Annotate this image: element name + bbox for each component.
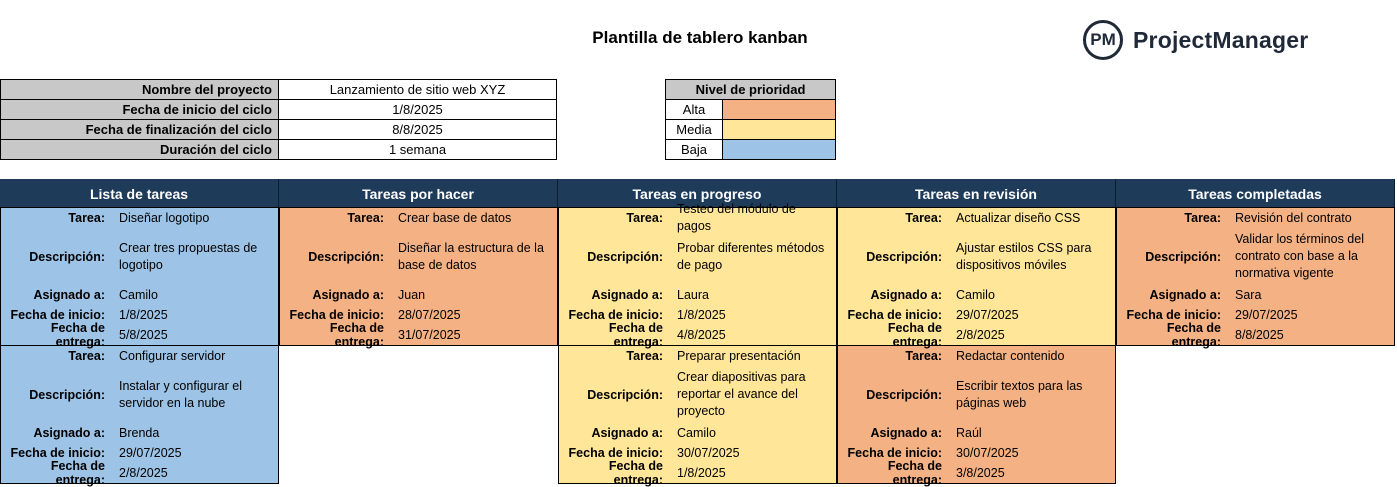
task-assignee-row bbox=[1117, 285, 1394, 305]
task-due-date-row bbox=[559, 459, 836, 487]
task-assignee-row bbox=[559, 285, 836, 305]
task-start-date-label: Fecha de inicio: bbox=[289, 308, 384, 322]
task-start-date-value[interactable]: 1/8/2025 bbox=[677, 307, 726, 322]
task-start-date-label: Fecha de inicio: bbox=[568, 446, 663, 460]
task-card[interactable] bbox=[1116, 207, 1395, 349]
task-name-label: Tarea: bbox=[347, 211, 384, 225]
task-description-label: Descripción: bbox=[587, 387, 663, 402]
logo-name: ProjectManager bbox=[1133, 26, 1309, 53]
task-description-value[interactable]: Diseñar la estructura de la base de datos bbox=[398, 240, 544, 272]
task-name-value[interactable]: Configurar servidor bbox=[119, 348, 226, 363]
task-assignee-value[interactable]: Camilo bbox=[119, 287, 158, 302]
task-name-value[interactable]: Redactar contenido bbox=[956, 348, 1065, 363]
task-assignee-value[interactable]: Camilo bbox=[956, 287, 995, 302]
task-name-row bbox=[559, 202, 836, 233]
task-start-date-label: Fecha de inicio: bbox=[847, 446, 942, 460]
task-assignee-label: Asignado a: bbox=[591, 426, 663, 440]
task-assignee-label: Asignado a: bbox=[591, 288, 663, 302]
priority-legend bbox=[665, 79, 836, 160]
task-description-value[interactable]: Probar diferentes métodos de pago bbox=[677, 240, 825, 272]
task-start-date-value[interactable]: 30/07/2025 bbox=[956, 445, 1019, 460]
task-assignee-value[interactable]: Juan bbox=[398, 287, 426, 302]
task-assignee-value[interactable]: Brenda bbox=[119, 425, 160, 440]
task-due-date-value[interactable]: 8/8/2025 bbox=[1235, 327, 1284, 342]
task-name-value[interactable]: Actualizar diseño CSS bbox=[956, 210, 1081, 225]
task-due-date-label: Fecha de entrega: bbox=[608, 321, 663, 349]
task-description-row bbox=[838, 228, 1115, 285]
task-due-date-value[interactable]: 31/07/2025 bbox=[398, 327, 461, 342]
task-start-date-value[interactable]: 30/07/2025 bbox=[677, 445, 740, 460]
task-start-date-label: Fecha de inicio: bbox=[847, 308, 942, 322]
kanban-column bbox=[279, 208, 558, 484]
task-start-date-label: Fecha de inicio: bbox=[10, 446, 105, 460]
task-description-value[interactable]: Crear tres propuestas de logotipo bbox=[119, 240, 258, 272]
task-card[interactable] bbox=[837, 345, 1116, 487]
task-assignee-label: Asignado a: bbox=[33, 288, 105, 302]
priority-high-swatch bbox=[723, 100, 836, 120]
column-header-in-review: Tareas en revisión bbox=[837, 179, 1116, 208]
task-name-value[interactable]: Testeo del módulo de pagos bbox=[677, 202, 796, 233]
task-name-label: Tarea: bbox=[626, 211, 663, 225]
task-description-label: Descripción: bbox=[866, 387, 942, 402]
task-name-label: Tarea: bbox=[905, 211, 942, 225]
task-due-date-label: Fecha de entrega: bbox=[329, 321, 384, 349]
pm-logo-icon: PM bbox=[1083, 20, 1123, 60]
task-description-row bbox=[559, 228, 836, 285]
task-description-label: Descripción: bbox=[866, 249, 942, 264]
task-due-date-value[interactable]: 2/8/2025 bbox=[956, 327, 1005, 342]
kanban-column bbox=[837, 208, 1116, 487]
task-name-row bbox=[1117, 208, 1394, 228]
cycle-end-label: Fecha de finalización del ciclo bbox=[1, 120, 279, 140]
task-due-date-label: Fecha de entrega: bbox=[887, 459, 942, 487]
column-header-todo: Tareas por hacer bbox=[279, 179, 558, 208]
cycle-duration-label: Duración del ciclo bbox=[1, 140, 279, 160]
kanban-board bbox=[0, 179, 1396, 487]
task-due-date-label: Fecha de entrega: bbox=[50, 459, 105, 487]
task-name-value[interactable]: Diseñar logotipo bbox=[119, 210, 210, 225]
task-assignee-row bbox=[1, 285, 278, 305]
project-name-label: Nombre del proyecto bbox=[1, 80, 279, 100]
task-card[interactable] bbox=[0, 207, 279, 349]
kanban-column bbox=[1116, 208, 1395, 484]
task-name-row bbox=[559, 346, 836, 366]
cycle-start-label: Fecha de inicio del ciclo bbox=[1, 100, 279, 120]
task-description-label: Descripción: bbox=[29, 387, 105, 402]
task-description-label: Descripción: bbox=[587, 249, 663, 264]
task-due-date-row bbox=[559, 321, 836, 349]
task-assignee-label: Asignado a: bbox=[33, 426, 105, 440]
column-header-backlog: Lista de tareas bbox=[0, 179, 279, 208]
task-due-date-row bbox=[1117, 321, 1394, 349]
task-assignee-row bbox=[838, 285, 1115, 305]
task-assignee-row bbox=[280, 285, 557, 305]
task-start-date-label: Fecha de inicio: bbox=[10, 308, 105, 322]
task-description-label: Descripción: bbox=[308, 249, 384, 264]
task-start-date-value[interactable]: 29/07/2025 bbox=[956, 307, 1019, 322]
task-due-date-value[interactable]: 4/8/2025 bbox=[677, 327, 726, 342]
task-description-row bbox=[1, 228, 278, 285]
logo bbox=[1083, 16, 1308, 64]
task-assignee-value[interactable]: Raúl bbox=[956, 425, 982, 440]
task-description-value[interactable]: Instalar y configurar el servidor en la nube bbox=[119, 378, 242, 410]
task-card[interactable] bbox=[558, 202, 837, 349]
task-due-date-value[interactable]: 2/8/2025 bbox=[119, 465, 168, 480]
task-card[interactable] bbox=[0, 345, 279, 487]
task-description-label: Descripción: bbox=[1145, 249, 1221, 264]
task-due-date-row bbox=[838, 321, 1115, 349]
task-assignee-value[interactable]: Camilo bbox=[677, 425, 716, 440]
task-description-row bbox=[1117, 228, 1394, 285]
task-assignee-label: Asignado a: bbox=[1149, 288, 1221, 302]
task-start-date-label: Fecha de inicio: bbox=[568, 308, 663, 322]
task-due-date-label: Fecha de entrega: bbox=[887, 321, 942, 349]
task-description-value[interactable]: Ajustar estilos CSS para dispositivos móviles bbox=[956, 240, 1092, 272]
task-due-date-row bbox=[1, 459, 278, 487]
task-name-label: Tarea: bbox=[68, 349, 105, 363]
priority-low-label: Baja bbox=[666, 140, 723, 160]
task-name-row bbox=[838, 346, 1115, 366]
task-assignee-value[interactable]: Laura bbox=[677, 287, 709, 302]
task-start-date-value[interactable]: 29/07/2025 bbox=[119, 445, 182, 460]
priority-high-label: Alta bbox=[666, 100, 723, 120]
project-info-table bbox=[0, 79, 557, 160]
cycle-end-value[interactable]: 8/8/2025 bbox=[279, 120, 557, 140]
task-description-row bbox=[1, 366, 278, 423]
task-due-date-label: Fecha de entrega: bbox=[1166, 321, 1221, 349]
task-card[interactable] bbox=[558, 345, 837, 487]
cycle-duration-value[interactable]: 1 semana bbox=[279, 140, 557, 160]
task-due-date-value[interactable]: 5/8/2025 bbox=[119, 327, 168, 342]
task-assignee-row bbox=[1, 423, 278, 443]
task-name-value[interactable]: Preparar presentación bbox=[677, 348, 801, 363]
task-assignee-row bbox=[559, 423, 836, 443]
project-name-value[interactable]: Lanzamiento de sitio web XYZ bbox=[279, 80, 557, 100]
task-name-label: Tarea: bbox=[1184, 211, 1221, 225]
task-assignee-label: Asignado a: bbox=[870, 288, 942, 302]
task-due-date-value[interactable]: 3/8/2025 bbox=[956, 465, 1005, 480]
task-description-label: Descripción: bbox=[29, 249, 105, 264]
task-start-date-label: Fecha de inicio: bbox=[1126, 308, 1221, 322]
task-due-date-row bbox=[280, 321, 557, 349]
column-header-in-progress: Tareas en progreso bbox=[558, 179, 837, 208]
task-assignee-label: Asignado a: bbox=[870, 426, 942, 440]
page-title: Plantilla de tablero kanban bbox=[592, 28, 808, 47]
task-assignee-label: Asignado a: bbox=[312, 288, 384, 302]
task-description-value[interactable]: Validar los términos del contrato con base a la normativa vigente bbox=[1235, 232, 1364, 280]
column-header-done: Tareas completadas bbox=[1116, 179, 1395, 208]
task-card[interactable] bbox=[837, 207, 1116, 349]
task-due-date-row bbox=[838, 459, 1115, 487]
task-name-label: Tarea: bbox=[905, 349, 942, 363]
task-description-value[interactable]: Crear diapositivas para reportar el avance del proyecto bbox=[677, 370, 806, 418]
task-card[interactable] bbox=[279, 207, 558, 349]
cycle-start-value[interactable]: 1/8/2025 bbox=[279, 100, 557, 120]
task-name-label: Tarea: bbox=[626, 349, 663, 363]
kanban-column bbox=[0, 208, 279, 487]
task-description-row bbox=[280, 228, 557, 285]
task-start-date-value[interactable]: 28/07/2025 bbox=[398, 307, 461, 322]
task-start-date-value[interactable]: 1/8/2025 bbox=[119, 307, 168, 322]
task-due-date-label: Fecha de entrega: bbox=[608, 459, 663, 487]
task-name-row bbox=[280, 208, 557, 228]
task-name-row bbox=[1, 346, 278, 366]
task-name-row bbox=[1, 208, 278, 228]
task-description-value[interactable]: Escribir textos para las páginas web bbox=[956, 378, 1083, 410]
priority-medium-swatch bbox=[723, 120, 836, 140]
task-name-value[interactable]: Crear base de datos bbox=[398, 210, 512, 225]
task-name-row bbox=[838, 208, 1115, 228]
priority-low-swatch bbox=[723, 140, 836, 160]
priority-legend-header: Nivel de prioridad bbox=[666, 80, 836, 100]
priority-medium-label: Media bbox=[666, 120, 723, 140]
task-due-date-label: Fecha de entrega: bbox=[50, 321, 105, 349]
task-due-date-row bbox=[1, 321, 278, 349]
task-assignee-row bbox=[838, 423, 1115, 443]
task-description-row bbox=[559, 366, 836, 423]
task-assignee-value[interactable]: Sara bbox=[1235, 287, 1262, 302]
task-start-date-value[interactable]: 29/07/2025 bbox=[1235, 307, 1298, 322]
task-name-label: Tarea: bbox=[68, 211, 105, 225]
task-due-date-value[interactable]: 1/8/2025 bbox=[677, 465, 726, 480]
task-name-value[interactable]: Revisión del contrato bbox=[1235, 210, 1352, 225]
task-description-row bbox=[838, 366, 1115, 423]
kanban-column bbox=[558, 202, 837, 487]
kanban-columns bbox=[0, 202, 1396, 487]
